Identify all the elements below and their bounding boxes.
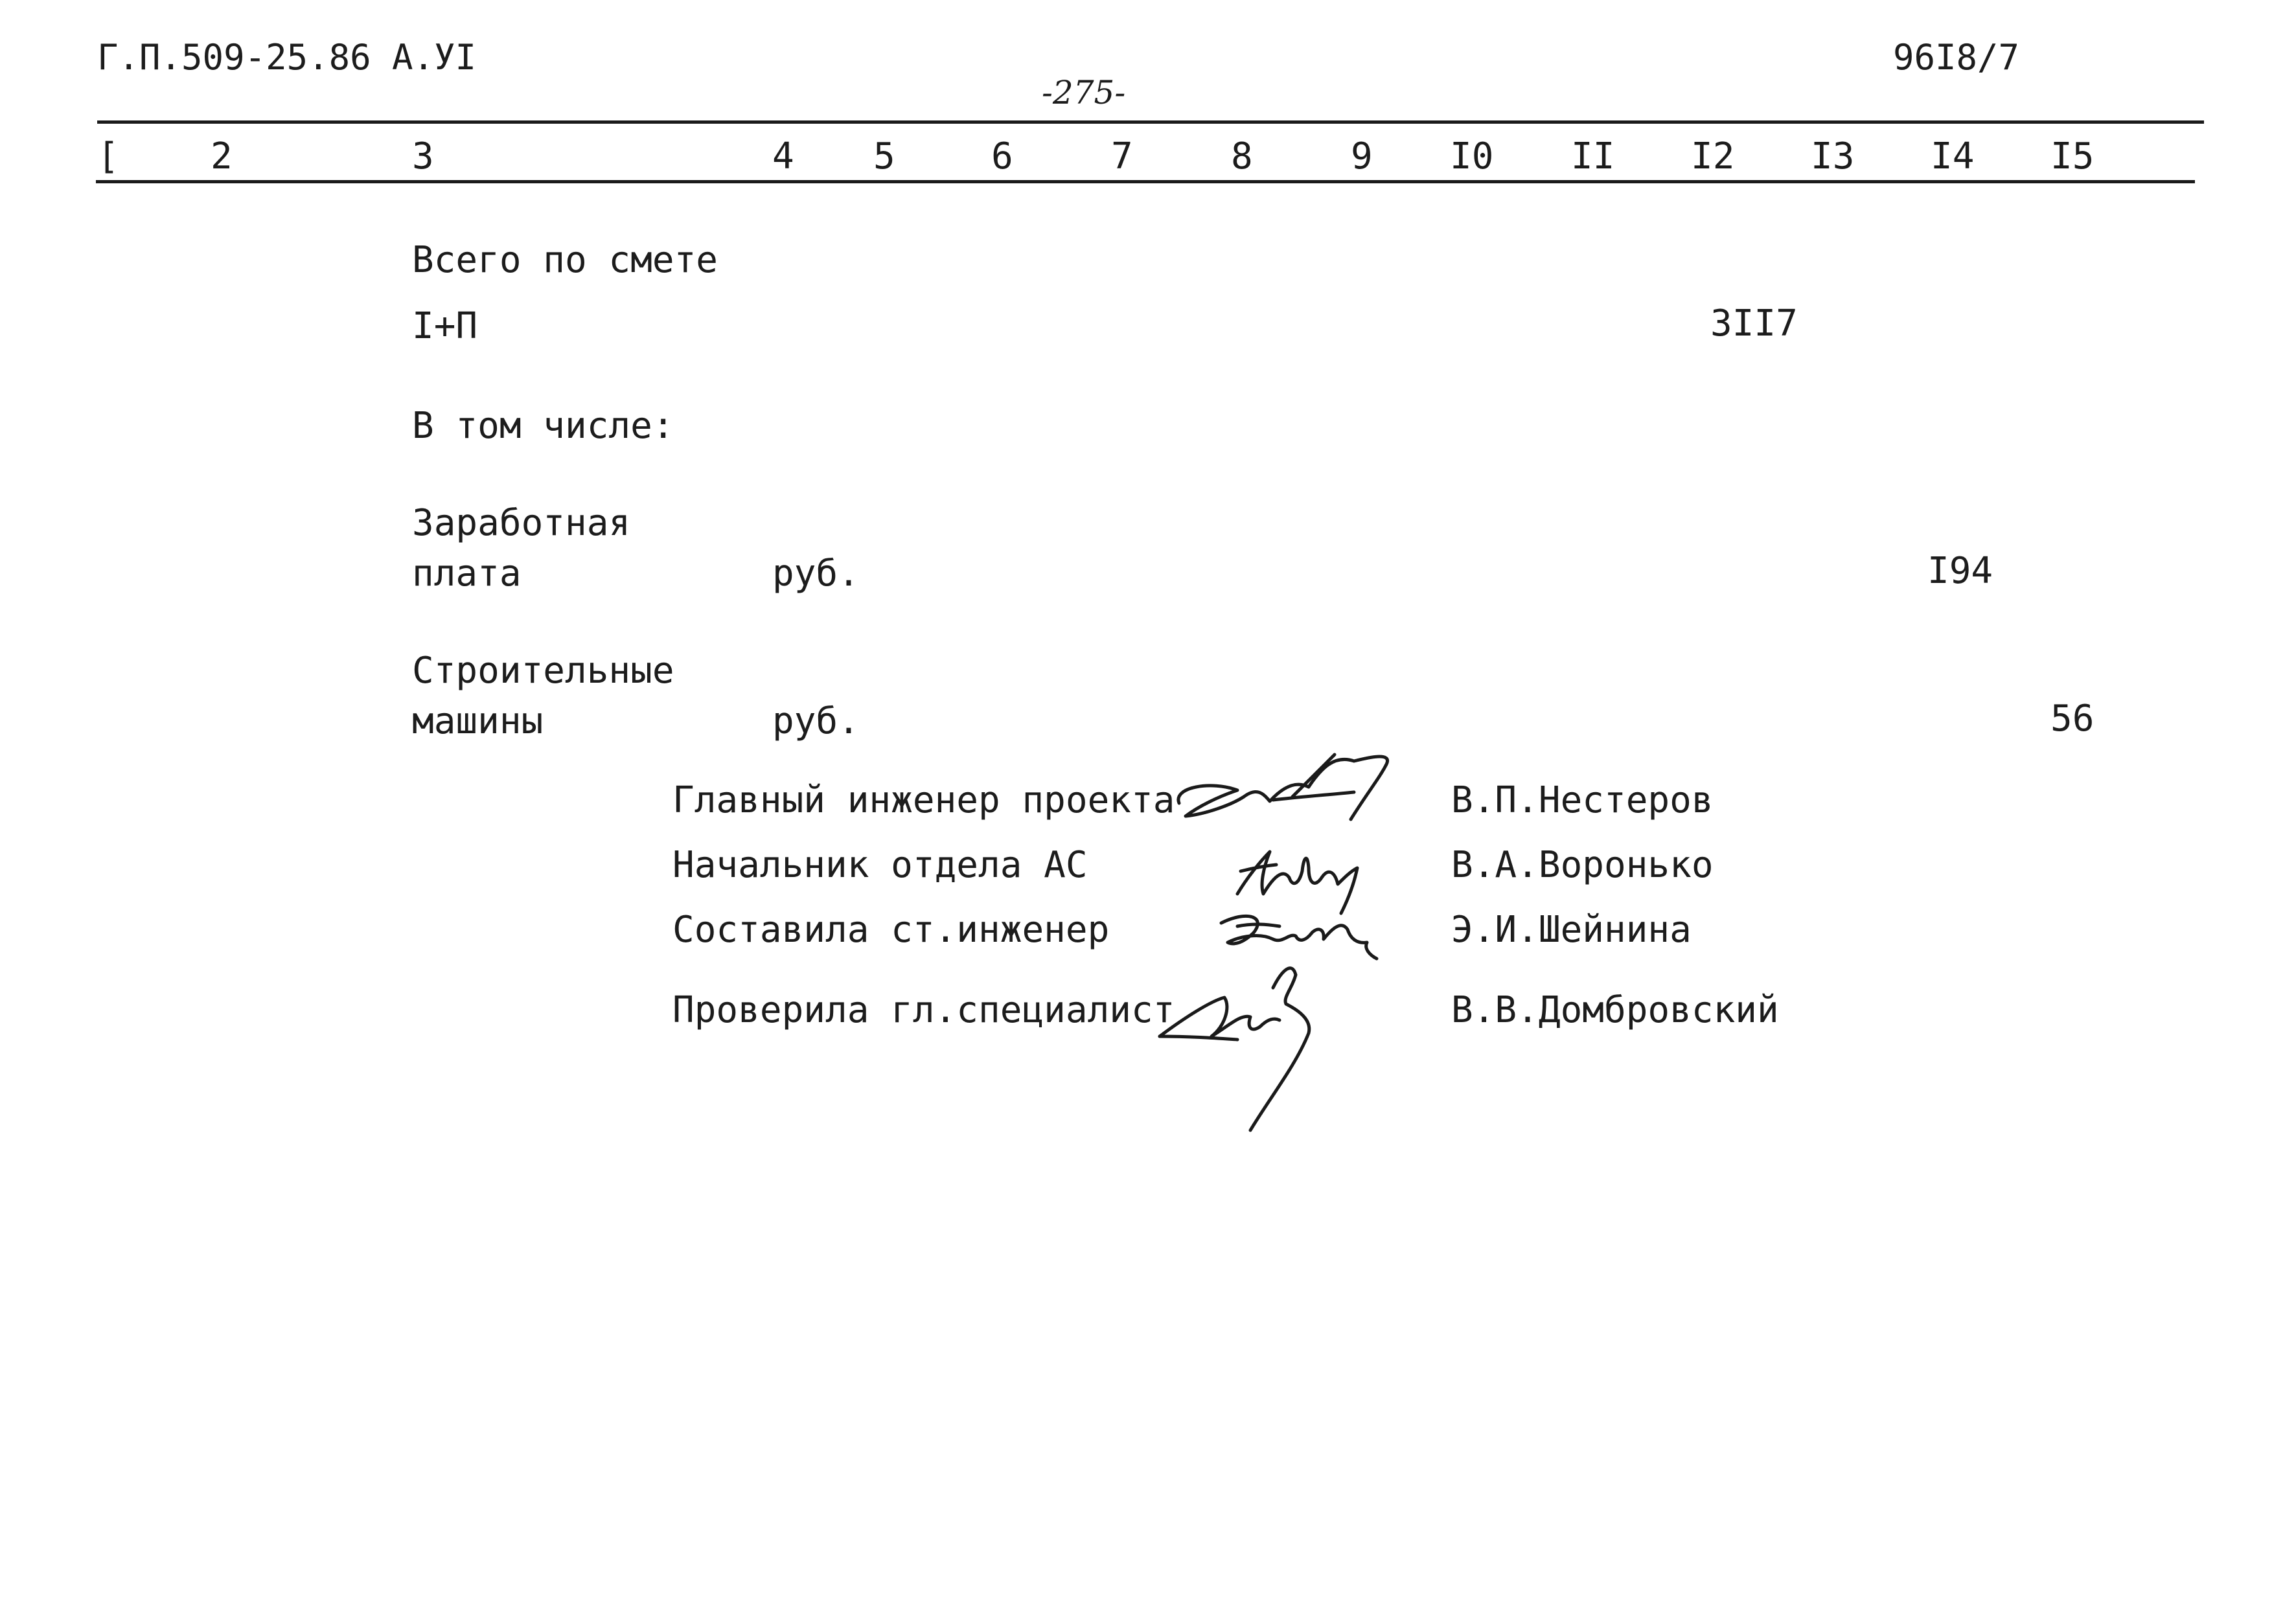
signature-role: Составила ст.инженер xyxy=(672,909,1110,951)
signature-name: В.А.Воронько xyxy=(1451,844,1714,886)
document-code: Г.П.509-25.86 xyxy=(97,37,371,78)
column-number: 6 xyxy=(991,135,1013,177)
wages-value: I94 xyxy=(1927,550,1993,592)
column-number: I0 xyxy=(1450,135,1494,177)
column-number: 2 xyxy=(211,135,233,177)
signature-name: Э.И.Шейнина xyxy=(1451,909,1692,951)
handwritten-signature xyxy=(1153,942,1373,1137)
signature-name: В.В.Домбровский xyxy=(1451,989,1779,1031)
wages-label-line1: Заработная xyxy=(412,502,631,544)
including-label: В том числе: xyxy=(412,405,674,447)
column-number: 4 xyxy=(772,135,794,177)
wages-unit: руб. xyxy=(772,553,860,595)
signature-role: Начальник отдела АС xyxy=(672,844,1088,886)
column-number: 3 xyxy=(412,135,434,177)
machines-value: 56 xyxy=(2050,698,2095,740)
header-rule-top xyxy=(97,120,2204,124)
total-label: Всего по смете xyxy=(412,239,718,281)
page-number: -275- xyxy=(1042,74,1126,111)
header-rule-bottom xyxy=(96,180,2195,183)
column-number: I5 xyxy=(2050,135,2095,177)
machines-label-line1: Строительные xyxy=(412,650,674,692)
column-number: I4 xyxy=(1931,135,1975,177)
sheet-code: 96I8/7 xyxy=(1893,37,2020,78)
handwritten-signature xyxy=(1160,742,1406,839)
total-value: 3II7 xyxy=(1710,302,1798,345)
column-number: 8 xyxy=(1231,135,1253,177)
signature-role: Проверила гл.специалист xyxy=(672,989,1175,1031)
machines-unit: руб. xyxy=(772,700,860,742)
column-number: I3 xyxy=(1811,135,1855,177)
column-number: 5 xyxy=(873,135,895,177)
signature-role: Главный инженер проекта xyxy=(672,779,1175,821)
column-number: I2 xyxy=(1691,135,1735,177)
column-number: [ xyxy=(97,135,119,177)
column-number: 9 xyxy=(1351,135,1373,177)
column-number: 7 xyxy=(1111,135,1133,177)
album-code: А.УI xyxy=(392,37,477,78)
total-sub-label: I+П xyxy=(412,305,478,347)
signature-name: В.П.Нестеров xyxy=(1451,779,1714,821)
column-number: II xyxy=(1571,135,1615,177)
machines-label-line2: машины xyxy=(412,700,544,742)
wages-label-line2: плата xyxy=(412,553,522,595)
